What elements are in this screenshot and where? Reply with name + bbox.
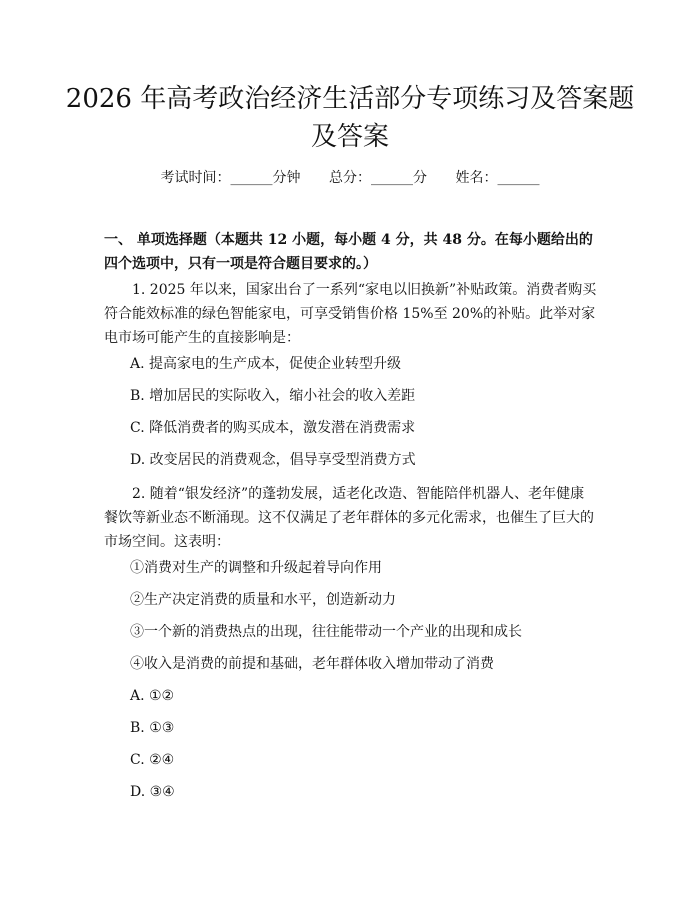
question-1-option-d: D. 改变居民的消费观念，倡导享受型消费方式 [130, 452, 416, 468]
question-2-statement-4: ④收入是消费的前提和基础，老年群体收入增加带动了消费 [130, 656, 494, 672]
question-1-option-c: C. 降低消费者的购买成本，激发潜在消费需求 [130, 420, 416, 436]
document-title: 2026 年高考政治经济生活部分专项练习及答案题及答案 [65, 84, 635, 152]
question-1-stem: 1. 2025 年以来，国家出台了一系列“家电以旧换新”补贴政策。消费者购买符合能效标准的绿色智能家电，可享受销售价格 15%至 20%的补贴。此举对家电市场可能产生的直接影响是： [104, 282, 597, 346]
question-2-option-d: D. ③④ [130, 784, 175, 800]
question-1-option-a: A. 提高家电的生产成本，促使企业转型升级 [130, 356, 402, 372]
question-2-option-c: C. ②④ [130, 752, 175, 768]
question-2-statement-1: ①消费对生产的调整和升级起着导向作用 [130, 560, 382, 576]
exam-score: 总分：______分 [329, 170, 427, 186]
question-2-option-b: B. ①③ [130, 720, 175, 736]
question-2-statement-2: ②生产决定消费的质量和水平，创造新动力 [130, 592, 396, 608]
exam-meta [60, 168, 640, 188]
question-2-stem: 2. 随着“银发经济”的蓬勃发展，适老化改造、智能陪伴机器人、老年健康餐饮等新业态不断涌现。这不仅满足了老年群体的多元化需求，也催生了巨大的市场空间。这表明： [104, 486, 594, 550]
section-heading: 一、 单项选择题（本题共 12 小题，每小题 4 分，共 48 分。在每小题给出的四个选项中，只有一项是符合题目要求的。） [104, 232, 593, 272]
exam-time: 考试时间：______分钟 [160, 170, 301, 186]
question-2-statement-3: ③一个新的消费热点的出现，往往能带动一个产业的出现和成长 [130, 624, 522, 640]
question-2-option-a: A. ①② [130, 688, 175, 704]
question-1-option-b: B. 增加居民的实际收入，缩小社会的收入差距 [130, 388, 416, 404]
exam-name: 姓名：______ [455, 170, 540, 186]
